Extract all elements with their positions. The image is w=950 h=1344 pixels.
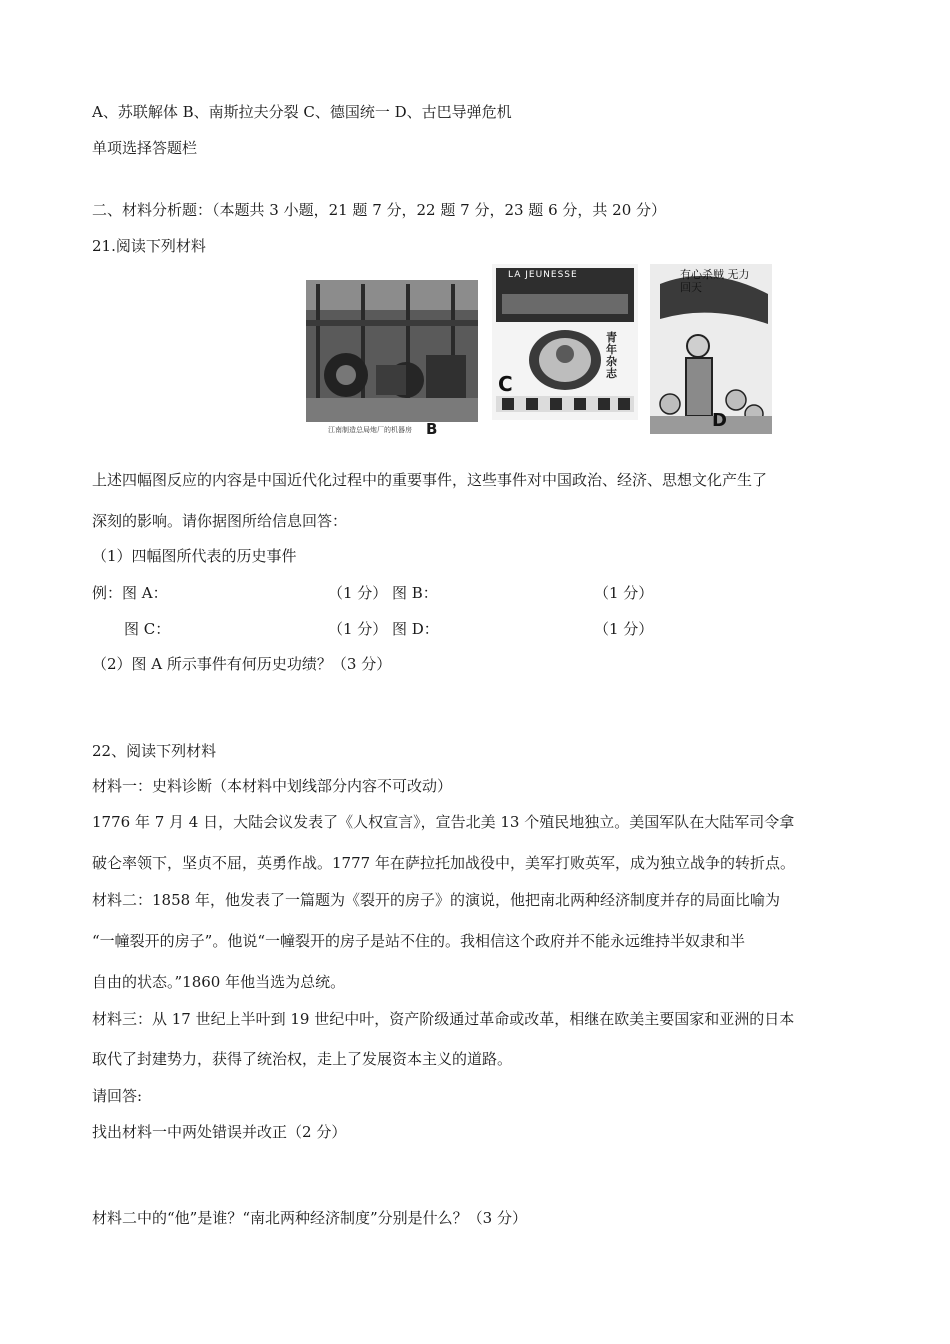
q22-ask1: 找出材料一中两处错误并改正（2 分） — [92, 1123, 347, 1141]
q21-row2-points1: （1 分） — [328, 620, 388, 638]
q22-material1-heading: 材料一：史料诊断（本材料中划线部分内容不可改动） — [92, 777, 453, 795]
answer-bar-label: 单项选择答题栏 — [92, 139, 198, 157]
q22-ask2: 材料二中的“他”是谁？“南北两种经济制度”分别是什么？（3 分） — [92, 1209, 527, 1227]
q21-sub2: （2）图 A 所示事件有何历史功绩？（3 分） — [92, 655, 392, 673]
q21-intro-line1: 上述四幅图反应的内容是中国近代化过程中的重要事件，这些事件对中国政治、经济、思想文化产生了 — [92, 471, 768, 489]
q22-material3-line1: 材料三：从 17 世纪上半叶到 19 世纪中叶，资产阶级通过革命或改革，相继在欧美主要国家和亚洲的日本 — [92, 1010, 795, 1028]
q22-material1-line2: 破仑率领下，坚贞不屈，英勇作战。1777 年在萨拉托加战役中，美军打败英军，成为独立战争的转折点。 — [92, 854, 795, 872]
figure-c-letter: C — [498, 372, 513, 396]
figure-b-caption: 江南制造总局炮厂的机器房 — [328, 426, 412, 434]
q21-row1-points2: （1 分） — [594, 584, 654, 602]
figure-d-text: 有心杀贼 无力回天 — [680, 268, 750, 294]
q22-title: 22、阅读下列材料 — [92, 742, 217, 760]
q21-title: 21.阅读下列材料 — [92, 237, 206, 255]
q21-row1-prefix: 例：图 A： — [92, 584, 168, 602]
q21-row2-label2: 图 D： — [392, 620, 439, 638]
figure-d-letter: D — [712, 410, 727, 431]
q21-row1-label2: 图 B： — [392, 584, 438, 602]
section2-heading: 二、材料分析题：（本题共 3 小题，21 题 7 分，22 题 7 分，23 题 6 分，共 20 分） — [92, 201, 667, 219]
q21-row1-points1: （1 分） — [328, 584, 388, 602]
figure-c-sign: LA JEUNESSE — [508, 270, 578, 280]
q21-row2-points2: （1 分） — [594, 620, 654, 638]
q21-intro-line2: 深刻的影响。请你据图所给信息回答： — [92, 512, 348, 530]
figure-b-factory — [306, 280, 478, 440]
q21-sub1: （1）四幅图所代表的历史事件 — [92, 547, 297, 565]
figure-c-magazine — [492, 264, 638, 420]
q22-material2-line1: 材料二：1858 年，他发表了一篇题为《裂开的房子》的演说，他把南北两种经济制度并存的局面比喻为 — [92, 891, 780, 909]
figure-b-letter: B — [426, 420, 438, 438]
figure-d-cartoon — [650, 264, 772, 434]
q20-options: A、苏联解体 B、南斯拉夫分裂 C、德国统一 D、古巴导弹危机 — [92, 103, 512, 121]
q22-material2-line2: “一幢裂开的房子”。他说“一幢裂开的房子是站不住的。我相信这个政府并不能永远维持半奴隶和半 — [92, 932, 746, 950]
figure-c-title: 青年杂志 — [606, 331, 617, 380]
q21-row2-label1: 图 C： — [124, 620, 171, 638]
q22-material2-line3: 自由的状态。”1860 年他当选为总统。 — [92, 973, 346, 991]
q22-material1-line1: 1776 年 7 月 4 日，大陆会议发表了《人权宣言》，宣告北美 13 个殖民地独立。美国军队在大陆军司令拿 — [92, 813, 795, 831]
q22-material3-line2: 取代了封建势力，获得了统治权，走上了发展资本主义的道路。 — [92, 1050, 513, 1068]
q22-prompt: 请回答: — [92, 1087, 143, 1105]
